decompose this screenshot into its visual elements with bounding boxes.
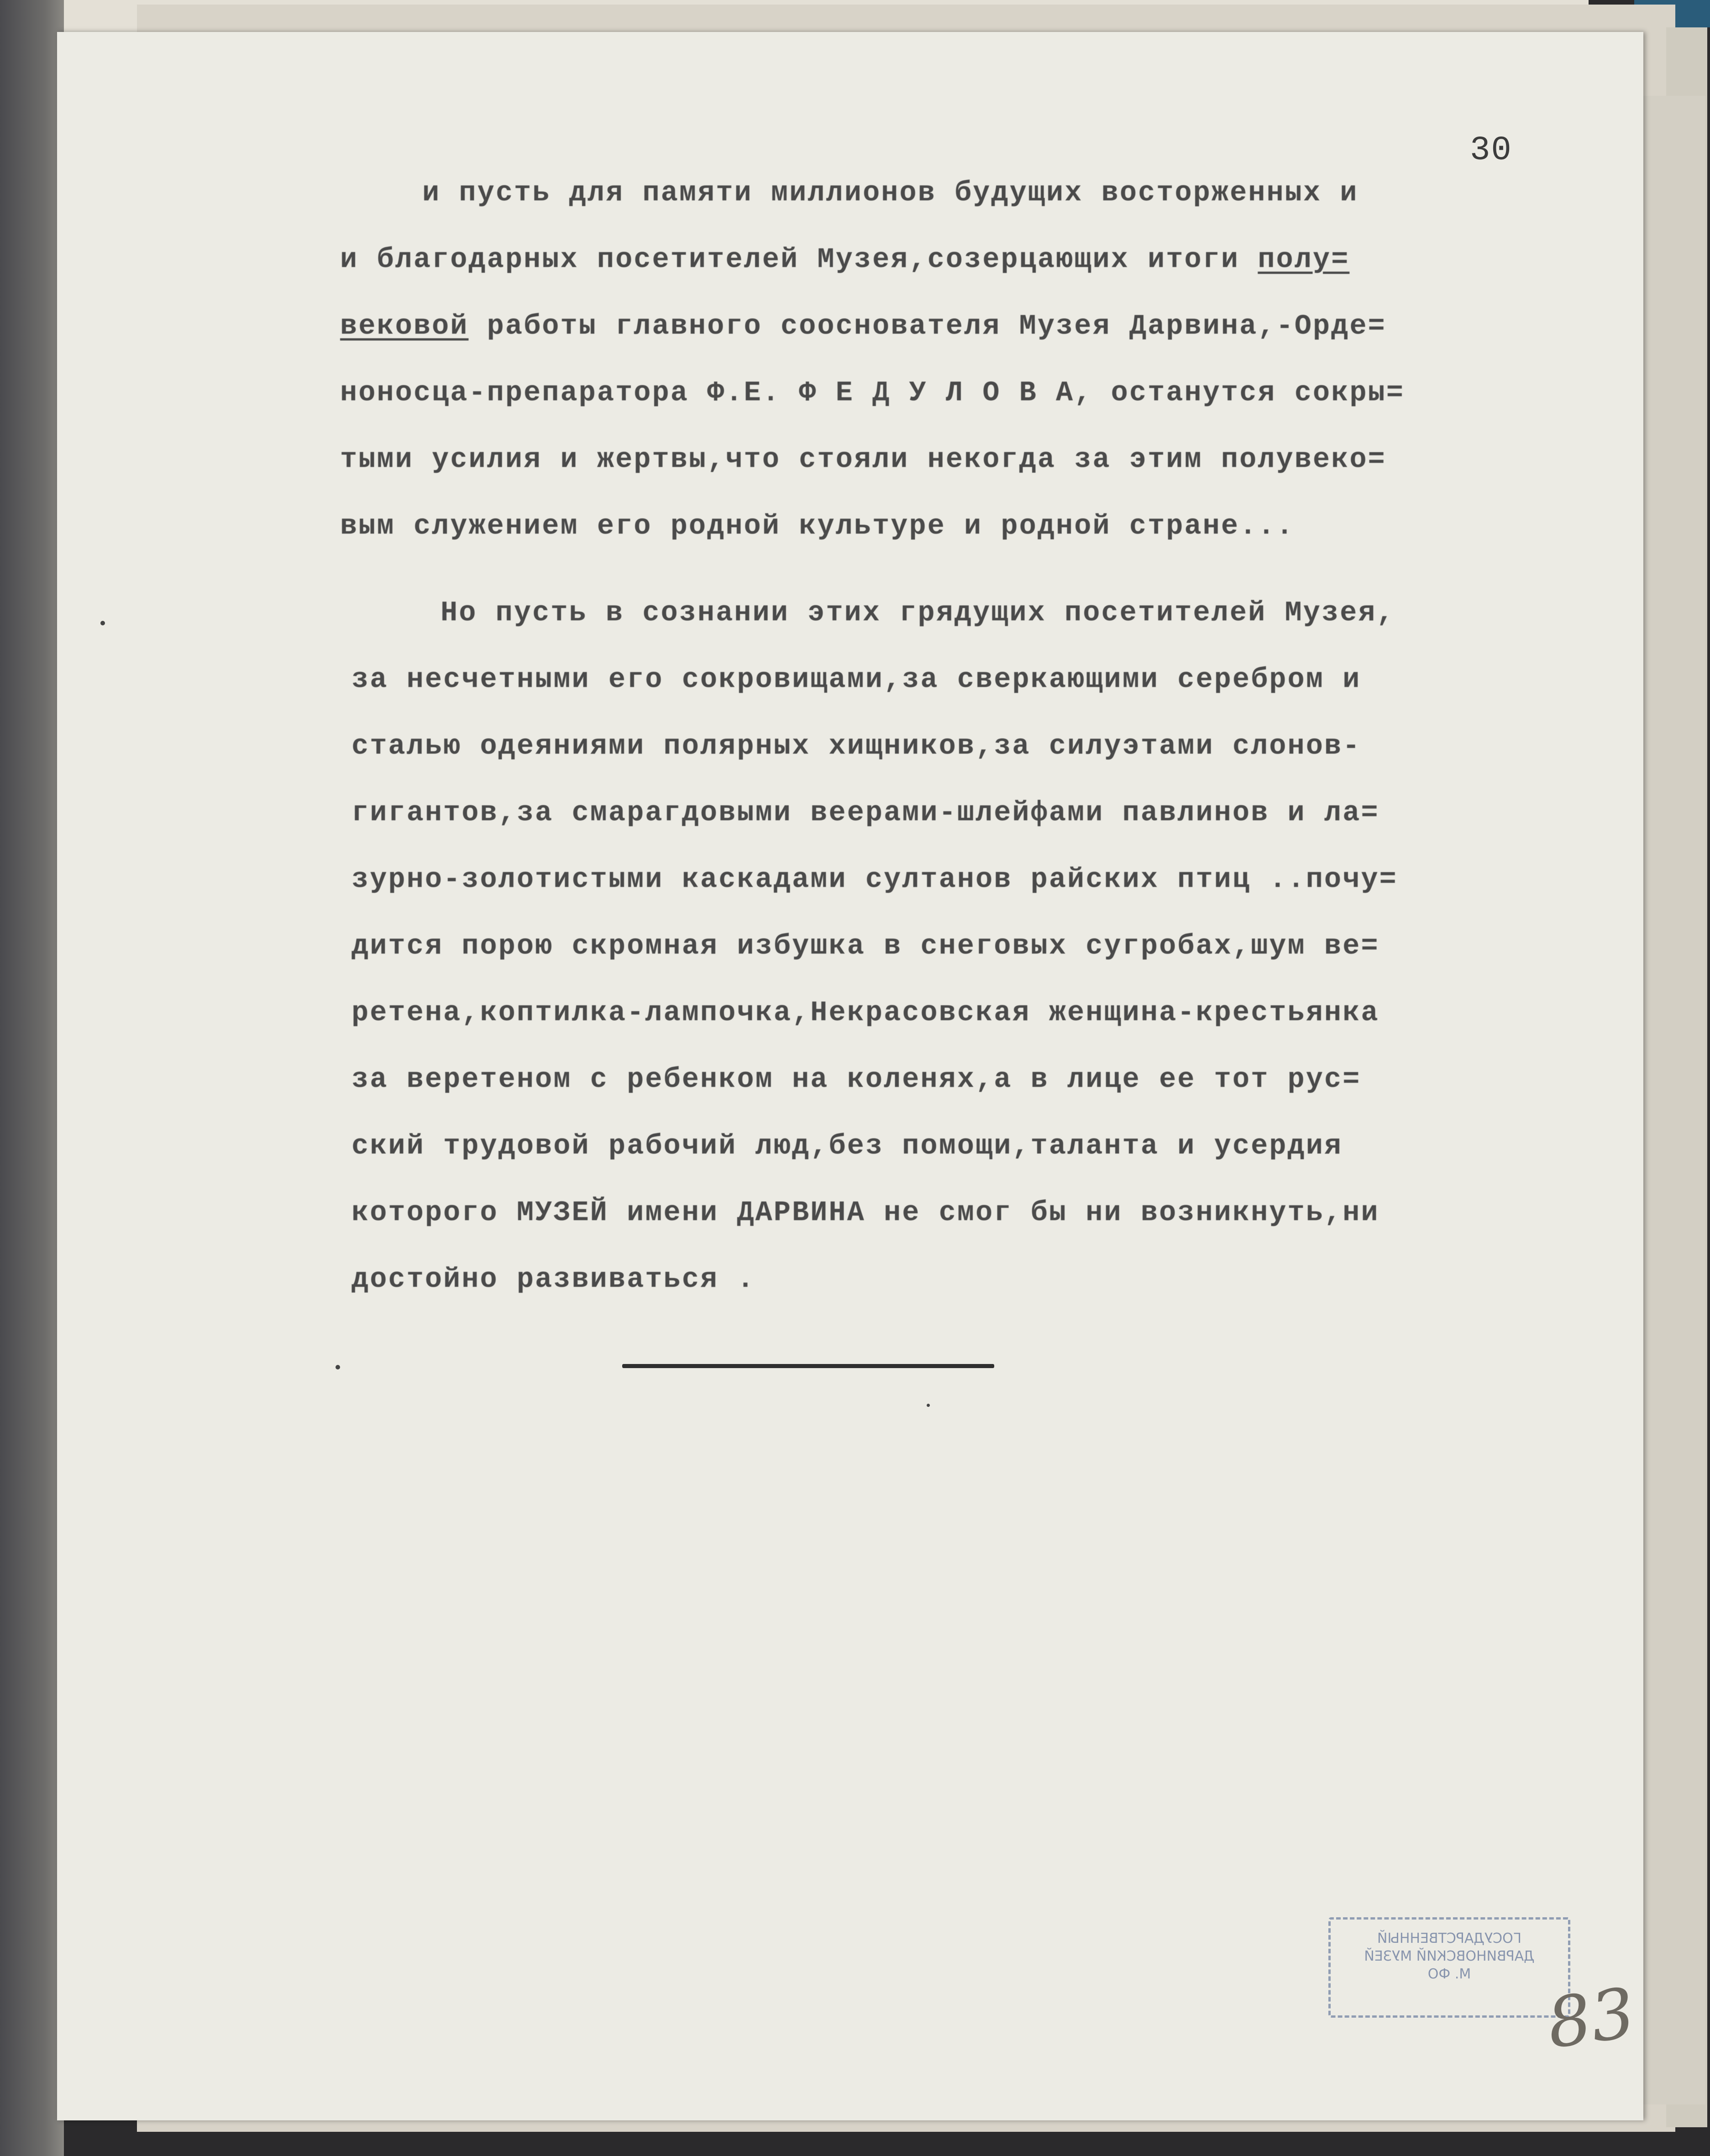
text-line-part: и благодарных посетителей Музея,созерцающих итоги [340, 243, 1258, 276]
text-line: дится порою скромная избушка в снеговых сугробах,шум ве= [351, 930, 1380, 962]
paper-speck [927, 1404, 930, 1407]
underlined-word: вековой [340, 310, 469, 342]
text-line: за веретеном с ребенком на коленях,а в лице ее тот рус= [351, 1063, 1361, 1096]
text-line: тыми усилия и жертвы,что стояли некогда за этим полувеко= [340, 443, 1386, 476]
text-line [340, 310, 1386, 342]
text-line: ноносца-препаратора Ф.Е. Ф Е Д У Л О В А, останутся сокры= [340, 377, 1405, 409]
paper-speck [336, 1365, 340, 1369]
text-line: и пусть для памяти миллионов будущих восторженных и [422, 177, 1359, 209]
background-sheet-edge-2 [1634, 96, 1705, 2104]
text-line: за несчетными его сокровищами,за сверкающими серебром и [351, 663, 1361, 696]
stamp-line: М. ФО [1427, 1966, 1471, 1982]
handwritten-folio-number: 83 [1542, 1973, 1640, 2064]
text-line: достойно развиваться . [351, 1263, 755, 1296]
text-line: ретена,коптилка-лампочка,Некрасовская женщина-крестьянка [351, 997, 1380, 1029]
stamp-line: ГОСУДАРСТВЕННЫЙ [1377, 1930, 1522, 1946]
body-text [57, 32, 1643, 2120]
paper-speck [100, 621, 105, 625]
text-line: Но пусть в сознании этих грядущих посетителей Музея, [441, 597, 1395, 629]
text-line [340, 243, 1349, 276]
typed-page [57, 32, 1643, 2120]
text-line-part: работы главного сооснователя Музея Дарвина,-Орде= [468, 310, 1386, 342]
page-number: 30 [1470, 131, 1512, 170]
archive-stamp [1328, 1917, 1570, 2018]
separator-line [622, 1364, 994, 1368]
text-line: гигантов,за смарагдовыми веерами-шлейфами павлинов и ла= [351, 797, 1380, 829]
text-line: сталью одеяниями полярных хищников,за силуэтами слонов- [351, 730, 1361, 762]
text-line: зурно-золотистыми каскадами султанов райских птиц ..почу= [351, 863, 1398, 896]
stamp-line: ДАРВИНОВСКИЙ МУЗЕЙ [1364, 1948, 1535, 1964]
text-line: вым служением его родной культуре и родной стране... [340, 510, 1295, 542]
text-line: ский трудовой рабочий люд,без помощи,таланта и усердия [351, 1130, 1343, 1162]
underlined-word: полу= [1258, 243, 1350, 276]
scan-left-margin [0, 0, 64, 2156]
text-line: которого МУЗЕЙ имени ДАРВИНА не смог бы ни возникнуть,ни [351, 1196, 1380, 1229]
